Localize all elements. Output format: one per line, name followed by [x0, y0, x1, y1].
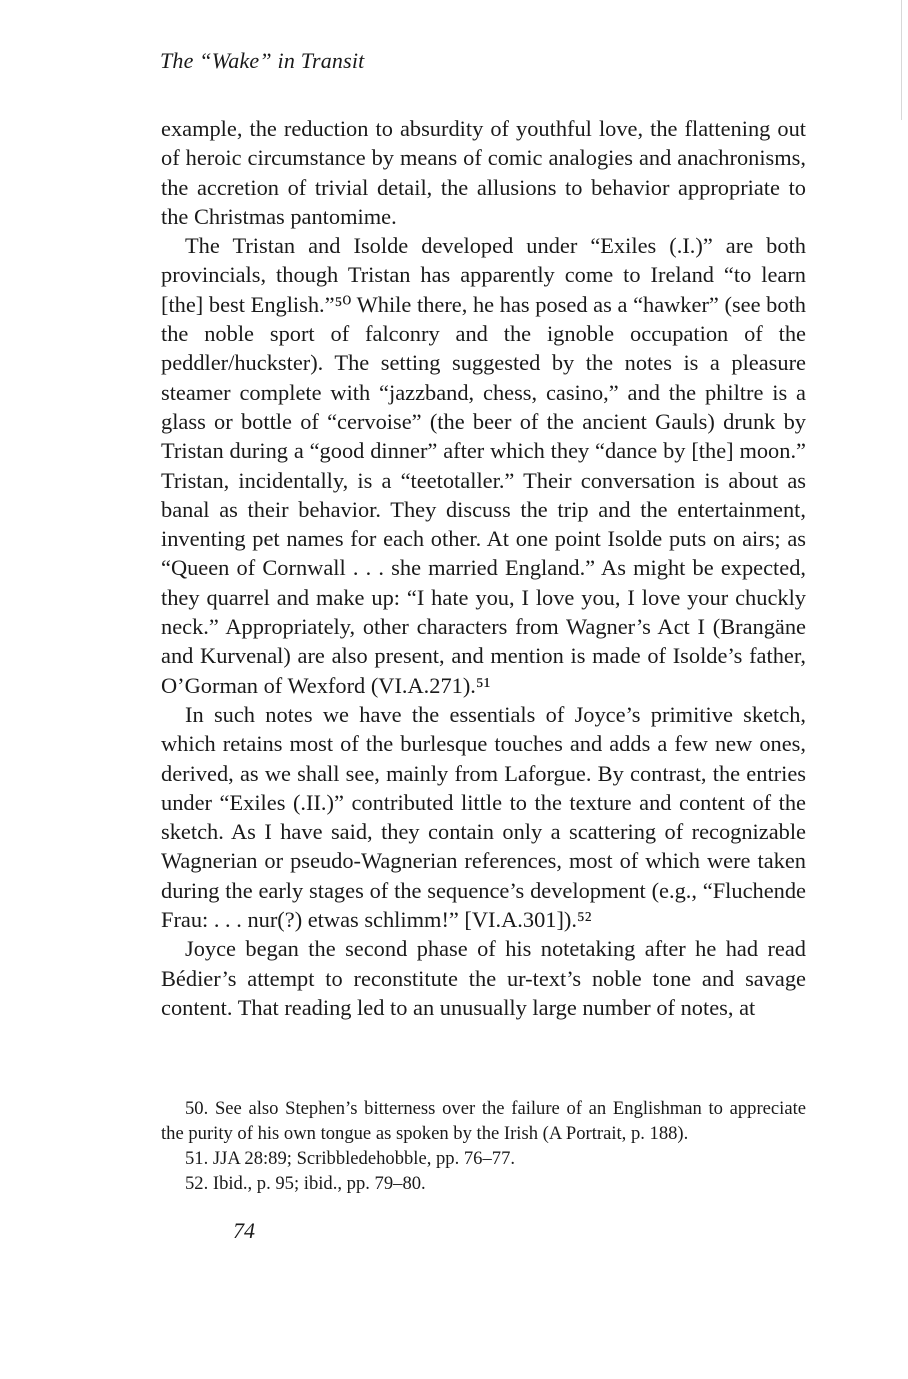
paragraph-3: In such notes we have the essentials of Joyce’s primitive sketch, which retains most of the burlesque touches and adds a few new ones, derived, as we shall see, mainly from Laforgue. By contrast, the entries under “Exiles (.II.)” contributed little to the texture and content of the sketch. As I have said, they contain only a scattering of recognizable Wagnerian or pseudo-Wagnerian references, most of which were taken during the early stages of the sequence’s development (e.g., “Fluchende Frau: . . . nur(?) etwas schlimm!” [VI.A.301]).⁵²: [161, 701, 806, 933]
footnote-51: 51. JJA 28:89; Scribbledehobble, pp. 76–77.: [185, 1148, 516, 1169]
body-text: [161, 114, 806, 1022]
footnote-52: 52. Ibid., p. 95; ibid., pp. 79–80.: [185, 1173, 426, 1194]
paragraph-1: example, the reduction to absurdity of youthful love, the flattening out of heroic circumstance by means of comic analogies and anachronisms, the accretion of trivial detail, the allusions to behavior appropriate to the Christmas pantomime.: [161, 116, 806, 229]
footnote-50: 50. See also Stephen’s bitterness over the failure of an Englishman to appreciate the purity of his own tongue as spoken by the Irish (A Portrait, p. 188).: [161, 1098, 806, 1144]
footnotes: [161, 1096, 806, 1196]
page-edge-line: [901, 0, 902, 120]
running-head: The “Wake” in Transit: [160, 48, 365, 73]
paragraph-4: Joyce began the second phase of his notetaking after he had read Bédier’s attempt to reconstitute the ur-text’s noble tone and savage content. That reading led to an unusually large number of notes, at: [161, 936, 806, 1020]
paragraph-2: The Tristan and Isolde developed under “Exiles (.I.)” are both provincials, though Tristan has apparently come to Ireland “to learn [the] best English.”⁵⁰ While there, he has posed as a “hawker” (see both the noble sport of falconry and the ignoble occupation of the peddler/huckster). The setting suggested by the notes is a pleasure steamer complete with “jazzband, chess, casino,” and the philtre is a glass or bottle of “cervoise” (the beer of the ancient Gauls) drunk by Tristan during a “good dinner” after which they “dance by [the] moon.” Tristan, incidentally, is a “teetotaller.” Their conversation is about as banal as their behavior. They discuss the trip and the entertainment, inventing pet names for each other. At one point Isolde puts on airs; as “Queen of Cornwall . . . she married England.” As might be expected, they quarrel and make up: “I hate you, I love you, I love your chuckly neck.” Appropriately, other characters from Wagner’s Act I (Brangäne and Kurvenal) are also present, and mention is made of Isolde’s father, O’Gorman of Wexford (VI.A.271).⁵¹: [161, 233, 806, 698]
page-number: 74: [233, 1218, 255, 1243]
